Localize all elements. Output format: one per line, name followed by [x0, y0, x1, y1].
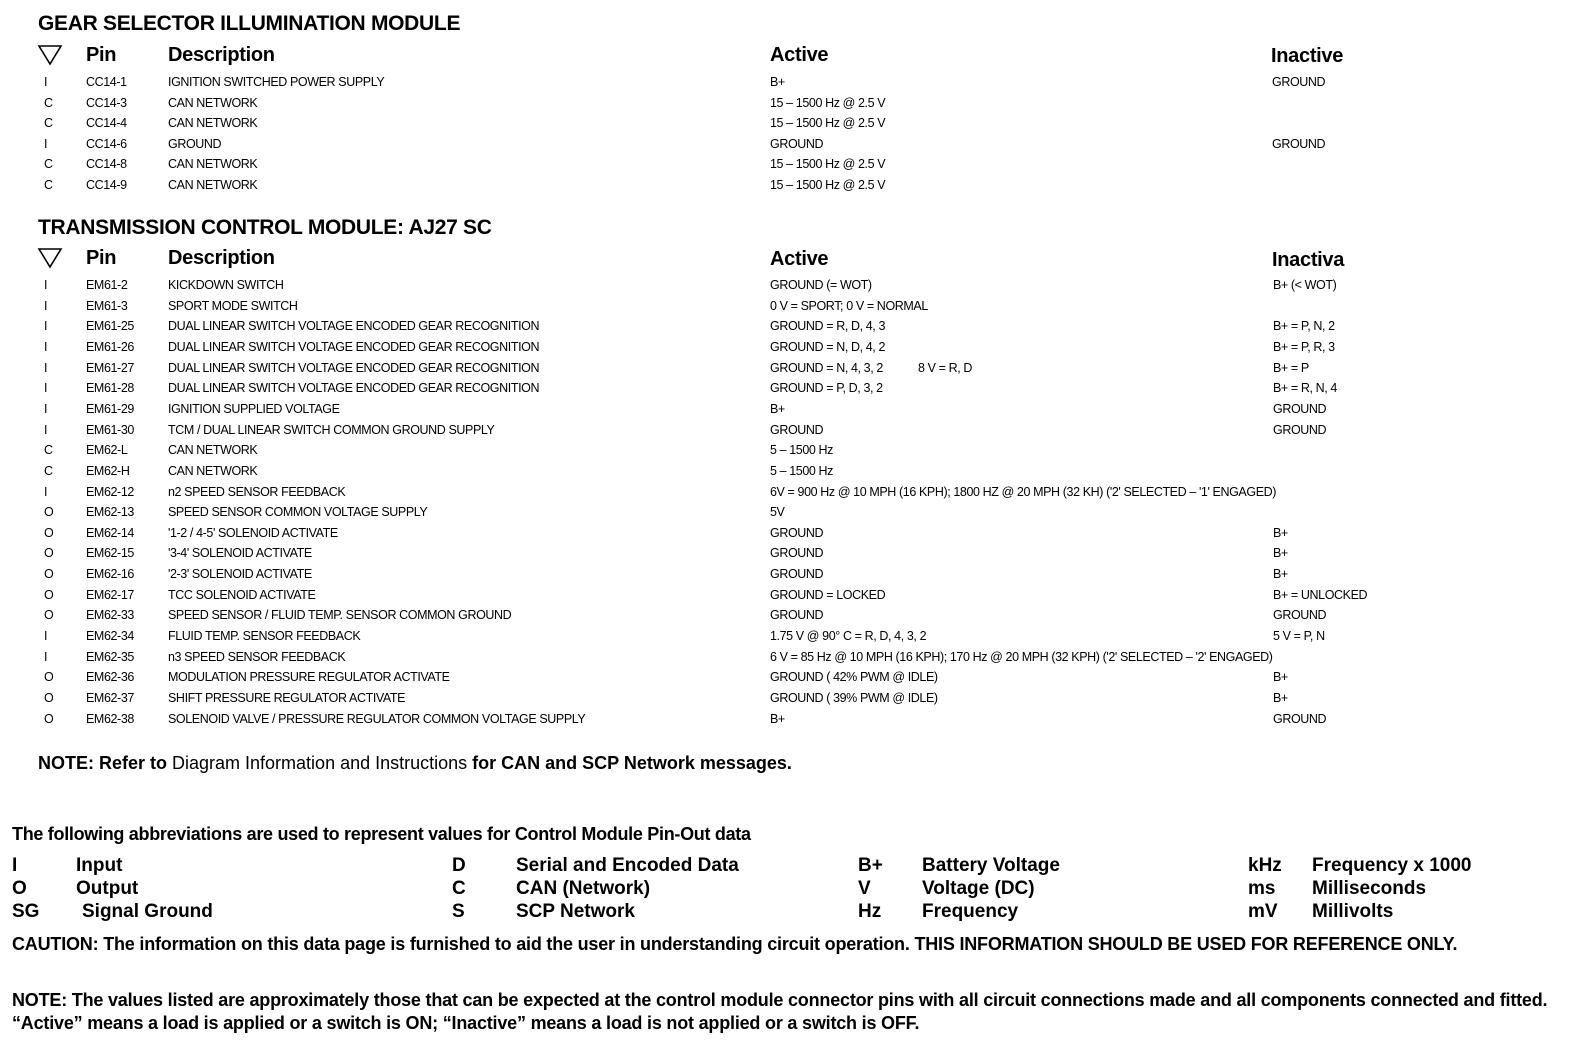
pin-id: EM62-35 — [86, 649, 134, 664]
inactive-value: B+ = UNLOCKED — [1273, 587, 1368, 602]
active-value: 6V = 900 Hz @ 10 MPH (16 KPH); 1800 HZ @ 20 MPH (32 KH) ('2' SELECTED – '1' ENGAGED) — [770, 484, 1277, 499]
active-value: GROUND = N, 4, 3, 2 — [770, 360, 883, 375]
pin-type: C — [44, 178, 53, 192]
active-value: 15 – 1500 Hz @ 2.5 V — [770, 95, 886, 110]
pin-description: SOLENOID VALVE / PRESSURE REGULATOR COMMON VOLTAGE SUPPLY — [168, 711, 586, 726]
active-value: GROUND = N, D, 4, 2 — [770, 339, 885, 354]
tcm-header-active: Active — [770, 248, 829, 270]
active-value: GROUND — [770, 608, 824, 623]
inactive-value: B+ — [1273, 691, 1288, 705]
pin-id: EM62-33 — [86, 608, 134, 623]
inactive-value: GROUND — [1273, 422, 1327, 437]
abbreviation-meaning: Voltage (DC) — [922, 878, 1035, 899]
active-value: 6 V = 85 Hz @ 10 MPH (16 KPH); 170 Hz @ 20 MPH (32 KPH) ('2' SELECTED – '2' ENGAGED) — [770, 649, 1273, 664]
abbreviation-meaning: Frequency x 1000 — [1312, 855, 1472, 876]
inactive-value: 5 V = P, N — [1273, 629, 1325, 644]
pin-type: C — [44, 116, 53, 131]
inactive-value: B+ = P — [1273, 360, 1309, 375]
pin-description: DUAL LINEAR SWITCH VOLTAGE ENCODED GEAR RECOGNITION — [168, 381, 540, 396]
abbreviation-key: I — [12, 855, 18, 876]
pin-id: EM61-26 — [86, 339, 134, 354]
gsim-header-pin: Pin — [86, 44, 117, 66]
pin-type: I — [44, 319, 48, 334]
active-value: 5 – 1500 Hz — [770, 443, 834, 458]
active-value: 5 – 1500 Hz — [770, 463, 834, 478]
pin-type: O — [44, 691, 54, 705]
inactive-value: B+ = P, R, 3 — [1273, 339, 1335, 354]
active-value: 5V — [770, 505, 785, 520]
diagram-info-reference: Diagram Information and Instructions — [172, 753, 468, 773]
pin-description: CAN NETWORK — [168, 178, 258, 192]
abbreviation-key: B+ — [858, 855, 883, 876]
gsim-header-inactive: Inactive — [1271, 45, 1344, 67]
active-value: GROUND ( 39% PWM @ IDLE) — [770, 691, 938, 705]
pin-id: EM62-16 — [86, 567, 134, 582]
pin-description: '2-3' SOLENOID ACTIVATE — [168, 567, 312, 582]
pin-id: EM62-14 — [86, 525, 134, 540]
pin-description: CAN NETWORK — [168, 463, 258, 478]
direction-triangle-icon — [37, 44, 63, 66]
pin-type: O — [44, 670, 54, 685]
inactive-value: B+ = R, N, 4 — [1273, 381, 1337, 396]
pin-id: EM61-25 — [86, 319, 134, 334]
pin-description: MODULATION PRESSURE REGULATOR ACTIVATE — [168, 670, 450, 685]
pin-id: EM62-38 — [86, 711, 134, 726]
pin-type: O — [44, 525, 54, 540]
pin-type: I — [44, 360, 48, 375]
inactive-value: GROUND — [1272, 75, 1326, 89]
pin-description: IGNITION SUPPLIED VOLTAGE — [168, 401, 340, 416]
pin-id: EM62-L — [86, 443, 128, 458]
active-value: 0 V = SPORT; 0 V = NORMAL — [770, 298, 928, 313]
inactive-value: GROUND — [1273, 608, 1327, 623]
pin-description: SPORT MODE SWITCH — [168, 298, 298, 313]
inactive-value: B+ (< WOT) — [1273, 278, 1337, 292]
pin-id: CC14-3 — [86, 95, 127, 110]
pin-id: EM62-36 — [86, 670, 134, 685]
pin-id: EM62-13 — [86, 505, 134, 520]
inactive-value: B+ — [1273, 670, 1288, 685]
pin-description: GROUND — [168, 136, 222, 151]
note-suffix: for CAN and SCP Network messages. — [467, 753, 792, 773]
pin-id: EM62-34 — [86, 629, 134, 644]
abbreviation-key: V — [858, 878, 871, 899]
pin-type: C — [44, 157, 53, 172]
active-value: GROUND = P, D, 3, 2 — [770, 381, 883, 396]
pin-description: DUAL LINEAR SWITCH VOLTAGE ENCODED GEAR RECOGNITION — [168, 319, 540, 334]
values-note: NOTE: The values listed are approximately those that can be expected at the control module connector pins with all circuit connections made and all components connected and fitted. “Active” means a load is applied or a switch is ON; “Inactive” means a load is not applied or a switch is OFF. — [12, 990, 1548, 1033]
pin-description: CAN NETWORK — [168, 443, 258, 458]
tcm-header-pin: Pin — [86, 247, 117, 269]
abbreviation-key: SG — [12, 901, 40, 922]
pin-id: CC14-6 — [86, 136, 127, 151]
pin-description: DUAL LINEAR SWITCH VOLTAGE ENCODED GEAR RECOGNITION — [168, 360, 540, 375]
pin-type: O — [44, 567, 54, 582]
abbreviation-key: kHz — [1248, 855, 1282, 876]
pin-id: EM62-15 — [86, 546, 134, 561]
pin-type: I — [44, 298, 48, 313]
tcm-header-inactive: Inactiva — [1272, 249, 1345, 271]
active-value: 15 – 1500 Hz @ 2.5 V — [770, 157, 886, 172]
pin-description: KICKDOWN SWITCH — [168, 278, 284, 292]
pin-id: EM61-28 — [86, 381, 134, 396]
pin-type: C — [44, 443, 53, 458]
gsim-header-active: Active — [770, 44, 829, 66]
abbreviation-key: Hz — [858, 901, 882, 922]
active-value: 1.75 V @ 90° C = R, D, 4, 3, 2 — [770, 629, 927, 644]
pin-description: TCM / DUAL LINEAR SWITCH COMMON GROUND SUPPLY — [168, 422, 495, 437]
pin-id: EM61-27 — [86, 360, 134, 375]
caution-text: CAUTION: The information on this data page is furnished to aid the user in understanding circuit operation. THIS INFORMATION SHOULD BE USED FOR REFERENCE ONLY. — [12, 934, 1458, 954]
pin-description: TCC SOLENOID ACTIVATE — [168, 587, 316, 602]
pin-id: EM62-12 — [86, 484, 134, 499]
abbreviation-key: D — [452, 855, 466, 876]
pin-type: I — [44, 381, 48, 396]
direction-triangle-icon — [37, 247, 63, 269]
pin-description: CAN NETWORK — [168, 95, 258, 110]
pin-description: SPEED SENSOR COMMON VOLTAGE SUPPLY — [168, 505, 428, 520]
note-prefix: NOTE: Refer to — [38, 753, 173, 773]
active-value: GROUND — [770, 525, 824, 540]
abbreviation-meaning: Frequency — [922, 901, 1019, 922]
pin-id: CC14-8 — [86, 157, 127, 172]
inactive-value: GROUND — [1273, 401, 1327, 416]
pin-type: O — [44, 505, 54, 520]
pin-id: EM61-29 — [86, 401, 134, 416]
pin-description: '1-2 / 4-5' SOLENOID ACTIVATE — [168, 525, 338, 540]
abbreviation-meaning: Output — [76, 878, 139, 899]
pin-description: DUAL LINEAR SWITCH VOLTAGE ENCODED GEAR RECOGNITION — [168, 339, 540, 354]
inactive-value: GROUND — [1273, 711, 1327, 726]
pin-type: I — [44, 401, 48, 416]
pin-id: CC14-1 — [86, 75, 127, 89]
pin-type: I — [44, 422, 48, 437]
abbreviation-meaning: Battery Voltage — [922, 855, 1060, 876]
pin-type: O — [44, 546, 54, 561]
active-value: GROUND ( 42% PWM @ IDLE) — [770, 670, 938, 685]
pin-type: I — [44, 278, 48, 292]
abbreviation-meaning: Millivolts — [1312, 901, 1394, 922]
active-value: GROUND — [770, 136, 824, 151]
pin-type: I — [44, 339, 48, 354]
abbreviation-meaning: SCP Network — [516, 901, 635, 922]
inactive-value: B+ = P, N, 2 — [1273, 319, 1335, 334]
gsim-title: GEAR SELECTOR ILLUMINATION MODULE — [38, 12, 461, 35]
pin-type: C — [44, 95, 53, 110]
active-value: GROUND — [770, 546, 824, 561]
pin-type: I — [44, 484, 48, 499]
abbreviation-meaning: Input — [76, 855, 123, 876]
active-extra-value: 8 V = R, D — [918, 360, 973, 375]
tcm-header-description: Description — [168, 247, 275, 269]
pin-id: CC14-9 — [86, 178, 127, 192]
pin-id: EM62-H — [86, 463, 130, 478]
tcm-title: TRANSMISSION CONTROL MODULE: AJ27 SC — [38, 216, 492, 239]
active-value: GROUND — [770, 567, 824, 582]
active-value: B+ — [770, 75, 785, 89]
active-value: 15 – 1500 Hz @ 2.5 V — [770, 116, 886, 131]
pin-description: CAN NETWORK — [168, 116, 258, 131]
pin-description: IGNITION SWITCHED POWER SUPPLY — [168, 75, 385, 89]
pin-id: EM62-37 — [86, 691, 134, 705]
active-value: 15 – 1500 Hz @ 2.5 V — [770, 178, 886, 192]
gsim-header-description: Description — [168, 44, 275, 66]
inactive-value: B+ — [1273, 567, 1288, 582]
pin-id: EM61-2 — [86, 278, 128, 292]
pin-type: I — [44, 649, 48, 664]
abbreviation-key: ms — [1248, 878, 1276, 899]
pin-type: C — [44, 463, 53, 478]
pin-type: O — [44, 608, 54, 623]
pin-id: CC14-4 — [86, 116, 127, 131]
active-value: B+ — [770, 401, 785, 416]
pin-id: EM61-30 — [86, 422, 134, 437]
abbreviation-meaning: Milliseconds — [1312, 878, 1427, 899]
pin-type: O — [44, 587, 54, 602]
pin-id: EM61-3 — [86, 298, 128, 313]
abbreviation-meaning: Signal Ground — [82, 901, 213, 922]
pin-description: SHIFT PRESSURE REGULATOR ACTIVATE — [168, 691, 406, 705]
active-value: GROUND = LOCKED — [770, 587, 886, 602]
abbreviation-key: O — [12, 878, 27, 899]
inactive-value: B+ — [1273, 546, 1288, 561]
pin-type: I — [44, 629, 48, 644]
inactive-value: B+ — [1273, 525, 1288, 540]
pin-description: CAN NETWORK — [168, 157, 258, 172]
abbreviation-meaning: CAN (Network) — [516, 878, 651, 899]
pin-description: FLUID TEMP. SENSOR FEEDBACK — [168, 629, 361, 644]
pin-description: n3 SPEED SENSOR FEEDBACK — [168, 649, 346, 664]
abbreviation-key: C — [452, 878, 466, 899]
pin-description: n2 SPEED SENSOR FEEDBACK — [168, 484, 346, 499]
abbreviations-title: The following abbreviations are used to represent values for Control Module Pin-Out data — [12, 824, 751, 844]
abbreviation-key: S — [452, 901, 465, 922]
active-value: B+ — [770, 711, 785, 726]
abbreviation-meaning: Serial and Encoded Data — [516, 855, 739, 876]
active-value: GROUND = R, D, 4, 3 — [770, 319, 885, 334]
pin-description: SPEED SENSOR / FLUID TEMP. SENSOR COMMON GROUND — [168, 608, 512, 623]
inactive-value: GROUND — [1272, 136, 1326, 151]
active-value: GROUND (= WOT) — [770, 278, 872, 292]
pin-type: I — [44, 136, 48, 151]
pin-description: '3-4' SOLENOID ACTIVATE — [168, 546, 312, 561]
pin-type: I — [44, 75, 48, 89]
pin-id: EM62-17 — [86, 587, 134, 602]
network-note — [38, 753, 792, 774]
abbreviation-key: mV — [1248, 901, 1278, 922]
active-value: GROUND — [770, 422, 824, 437]
pin-type: O — [44, 711, 54, 726]
